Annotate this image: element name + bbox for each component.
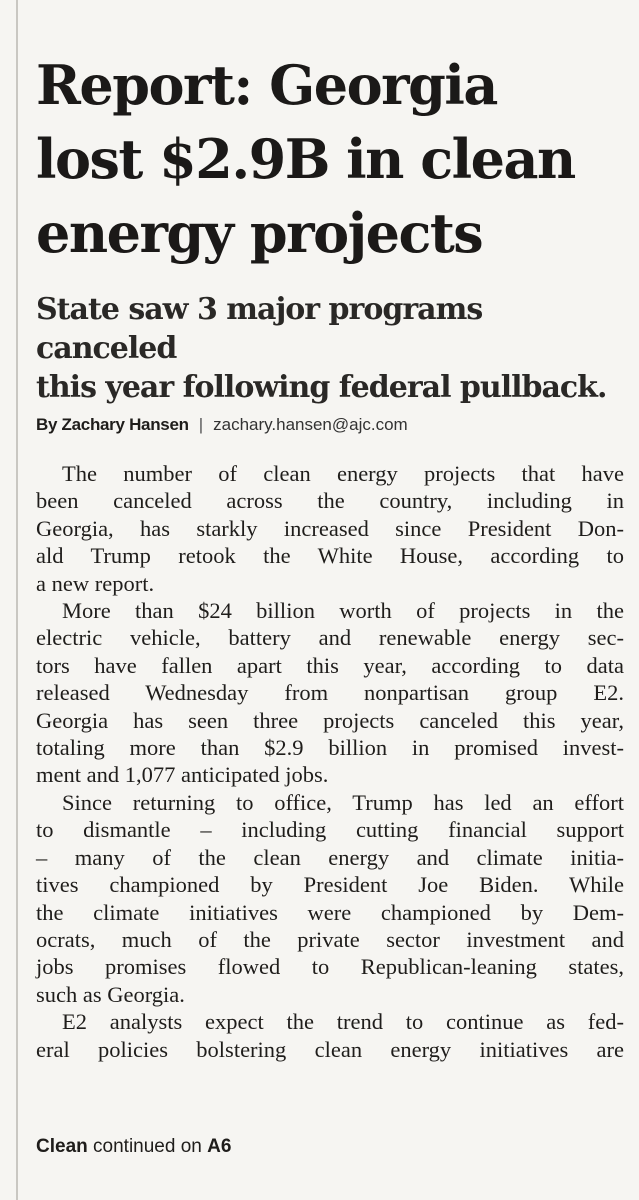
byline [36,413,626,437]
body-line: – many of the clean energy and climate initia- [36,844,624,870]
subheadline-line: this year following federal pullback. [36,370,607,405]
body-line: Since returning to office, Trump has led an effort [62,789,624,815]
body-line: such as Georgia. [36,981,185,1007]
body-line: to dismantle – including cutting financial support [36,817,624,843]
jump-page: A6 [207,1136,232,1157]
headline-line: energy projects [36,201,483,265]
body-line: the climate initiatives were championed by Dem- [36,899,624,925]
body-line: a new report. [36,570,155,596]
body-line: totaling more than $2.9 billion in promised invest- [36,735,624,761]
body-line: been canceled across the country, including in [36,488,624,514]
body-line: ald Trump retook the White House, according to [36,543,624,569]
body-line: More than $24 billion worth of projects in the [62,598,624,624]
headline-line: Report: Georgia [36,53,497,117]
body-line: eral policies bolstering clean energy initiatives are [36,1036,624,1062]
body-line: tives championed by President Joe Biden. While [36,872,624,898]
body-line: tors have fallen apart this year, according to data [36,652,624,678]
byline-separator: | [198,415,204,434]
body-line: released Wednesday from nonpartisan group E2. [36,680,624,706]
headline [36,48,626,270]
body-line: Georgia has seen three projects canceled this year, [36,707,624,733]
headline-line: lost $2.9B in clean [36,127,575,191]
subheadline-line: State saw 3 major programs canceled [36,292,483,366]
column-rule [16,0,18,1200]
article-body [36,460,624,1063]
body-line: electric vehicle, battery and renewable energy sec- [36,625,624,651]
byline-email: zachary.hansen@ajc.com [213,415,408,434]
body-line: E2 analysts expect the trend to continue as fed- [62,1009,624,1035]
byline-author: By Zachary Hansen [36,415,189,434]
body-line: ocrats, much of the private sector investment and [36,926,624,952]
body-line: The number of clean energy projects that have [62,461,624,486]
jump-text: continued on [87,1136,208,1157]
jump-keyword: Clean [36,1136,88,1157]
body-line: ment and 1,077 anticipated jobs. [36,762,329,788]
subheadline [36,290,626,407]
body-line: Georgia, has starkly increased since President Don- [36,515,624,541]
continuation-line [36,1134,231,1160]
body-line: jobs promises flowed to Republican-leaning states, [36,954,624,980]
